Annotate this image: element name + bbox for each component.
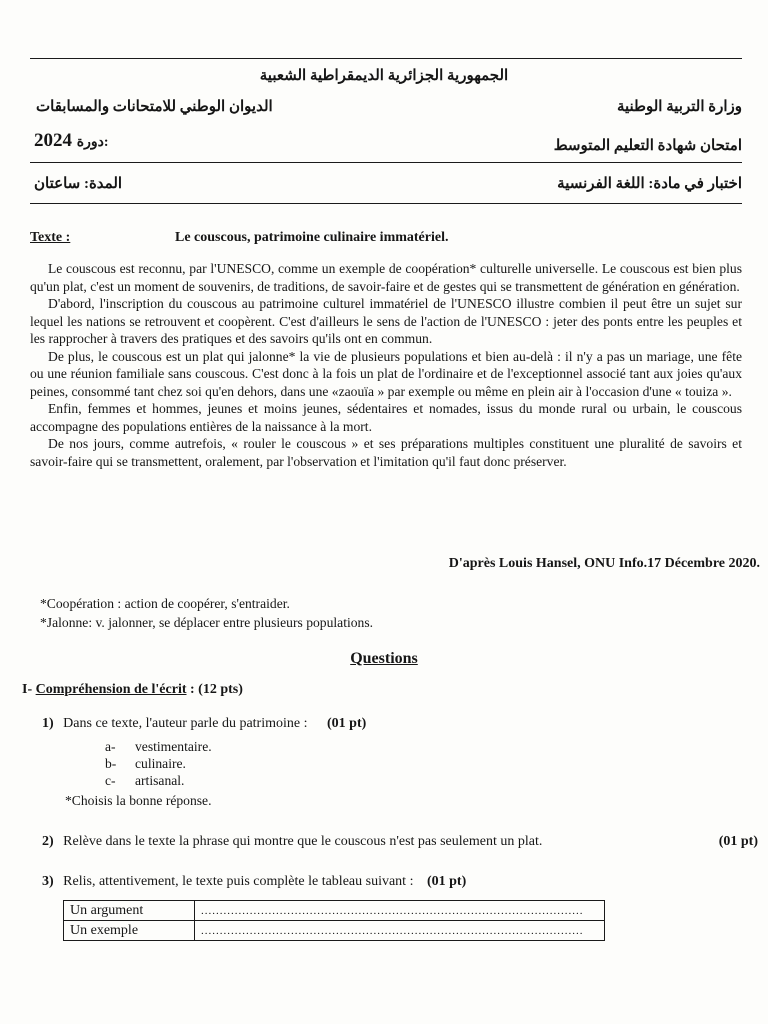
- option-letter: a-: [105, 739, 116, 754]
- session-info: [34, 130, 109, 152]
- text-label: Texte :: [30, 230, 71, 245]
- glossary-entry: *Coopération : action de coopérer, s'entraider.: [40, 596, 290, 611]
- question-points: (01 pt): [718, 834, 758, 849]
- glossary: [40, 594, 373, 632]
- question-text: Relis, attentivement, le texte puis complète le tableau suivant :: [63, 874, 414, 889]
- option-b: [105, 755, 212, 772]
- section-points: : (12 pts): [186, 682, 243, 697]
- question-points: (01 pt): [327, 716, 367, 731]
- question-number: 3): [42, 874, 54, 889]
- row-label: Un exemple: [64, 921, 195, 941]
- text-title: Le couscous, patrimoine culinaire immatériel.: [175, 230, 449, 245]
- section-prefix: I-: [22, 682, 36, 697]
- office-label: الديوان الوطني للامتحانات والمسابقات: [36, 99, 273, 115]
- row-label: Un argument: [64, 901, 195, 921]
- ministry-label: وزارة التربية الوطنية: [616, 99, 742, 115]
- exam-label: امتحان شهادة التعليم المتوسط: [553, 138, 742, 154]
- duration-label: المدة: ساعتان: [34, 176, 123, 192]
- option-letter: c-: [105, 773, 116, 788]
- section-name: Compréhension de l'écrit: [35, 682, 187, 697]
- table-row: [64, 921, 605, 941]
- subject-label: اختبار في مادة: اللغة الفرنسية: [557, 176, 742, 192]
- question-text: Dans ce texte, l'auteur parle du patrimoine :: [63, 716, 308, 731]
- paragraph: Enfin, femmes et hommes, jeunes et moins jeunes, sédentaires et nomades, issus du monde rural ou urbain, le couscous accompagne des populations entières de la naissance à la mort.: [30, 401, 742, 434]
- question-number: 2): [42, 834, 54, 849]
- paragraph: Le couscous est reconnu, par l'UNESCO, comme un exemple de coopération* culturelle universelle. Le couscous est bien plus qu'un plat, c'est un moment de souvenirs, de traditions, de savoir-faire et de gestes qui se transmettent de génération en génération.: [30, 261, 742, 294]
- section-heading: [22, 682, 243, 698]
- session-label: دورة:: [76, 135, 109, 150]
- question-1: [42, 716, 366, 732]
- header-divider: [30, 162, 742, 163]
- table-row: [64, 901, 605, 921]
- question-points: (01 pt): [426, 874, 467, 889]
- glossary-entry: *Jalonne: v. jalonner, se déplacer entre plusieurs populations.: [40, 615, 374, 630]
- republic-heading: الجمهورية الجزائرية الديمقراطية الشعبية: [259, 68, 509, 84]
- question-text: Relève dans le texte la phrase qui montre que le couscous n'est pas seulement un plat.: [63, 834, 543, 849]
- paragraph: D'abord, l'inscription du couscous au patrimoine culturel immatériel de l'UNESCO illustre combien il peut être un sujet sur lequel les nations se retrouvent et coopèrent. C'est d'ailleurs le sens de l'action de l'UNESCO : jeter des ponts entre les peuples et les rapprocher à travers des pratiques et des savoirs qu'ils ont en commun.: [30, 296, 742, 346]
- questions-title: Questions: [350, 650, 418, 667]
- option-letter: b-: [105, 756, 117, 771]
- top-rule: [30, 58, 742, 59]
- q1-options: [105, 738, 212, 789]
- option-c: [105, 772, 212, 789]
- option-a: [105, 738, 212, 755]
- answer-field[interactable]: ......................................................................................................: [195, 901, 605, 921]
- answer-table: [63, 900, 605, 941]
- option-text: culinaire.: [135, 756, 186, 771]
- passage: [30, 260, 742, 470]
- question-number: 1): [42, 716, 54, 731]
- source-citation: D'après Louis Hansel, ONU Info.17 Décembre 2020.: [448, 556, 760, 571]
- paragraph: De plus, le couscous est un plat qui jalonne* la vie de plusieurs populations et bien au-delà : il n'y a pas un mariage, une fête ou une réunion familiale sans couscous. C'est donc à la fois un plat de l'ordinaire et de l'exceptionnel associé tant aux joies qu'aux peines, consommé tant chez soi qu'en dehors, dans une «zaouïa » par exemple ou même en plein air à l'occasion d'une « touiza ».: [30, 348, 742, 399]
- header-bottom-rule: [30, 203, 742, 204]
- option-text: artisanal.: [135, 773, 185, 788]
- session-year: 2024: [34, 130, 72, 151]
- question-3: [42, 874, 466, 890]
- q1-instruction: *Choisis la bonne réponse.: [65, 793, 212, 808]
- question-2: [42, 834, 542, 850]
- paragraph: De nos jours, comme autrefois, « rouler le couscous » et ses préparations multiples constituent une pluralité de savoirs et savoir-faire qui se transmettent, oralement, par l'observation et l'imitation qu'il faut donc préserver.: [30, 436, 742, 469]
- answer-field[interactable]: ......................................................................................................: [195, 921, 605, 941]
- option-text: vestimentaire.: [135, 739, 212, 754]
